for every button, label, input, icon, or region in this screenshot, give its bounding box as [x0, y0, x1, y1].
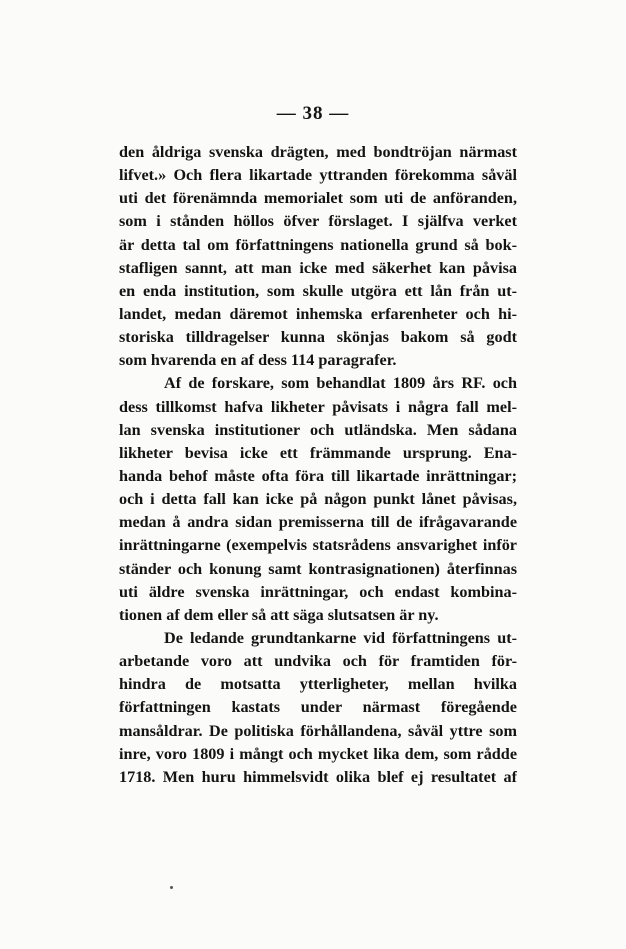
text-line: är detta tal om författningens nationella grund så bok- — [119, 235, 517, 254]
text-line: handa behof måste ofta föra till likartade inrättningar; — [119, 466, 517, 485]
text-line: Af de forskare, som behandlat 1809 års RF. och — [164, 374, 517, 393]
text-line: ständer och konung samt kontrasignationen) återfinnas — [119, 559, 517, 578]
text-line: som i stånden höllos öfver förslaget. I själfva verket — [119, 212, 517, 231]
text-line: inrättningarne (exempelvis statsrådens ansvarighet inför — [119, 536, 517, 555]
text-line: en enda institution, som skulle utgöra ett lån från ut- — [119, 281, 517, 300]
body-text — [119, 141, 517, 789]
text-line: inre, voro 1809 i mångt och mycket lika dem, som rådde — [119, 744, 517, 763]
text-line: uti äldre svenska inrättningar, och endast kombina- — [119, 582, 517, 601]
text-line: hindra de motsatta ytterligheter, mellan hvilka — [119, 675, 517, 694]
text-line: 1718. Men huru himmelsvidt olika blef ej resultatet af — [119, 767, 517, 786]
text-line: lan svenska institutioner och utländska. Men sådana — [119, 420, 517, 439]
text-line: landet, medan däremot inhemska erfarenheter och hi- — [119, 304, 517, 323]
text-line: författningen kastats under närmast föregående — [119, 698, 517, 717]
text-line: tionen af dem eller så att säga slutsatsen är ny. — [119, 605, 439, 624]
page-number: — 38 — — [276, 103, 350, 124]
text-line: den åldriga svenska drägten, med bondtröjan närmast — [119, 143, 517, 161]
text-line: dess tillkomst hafva likheter påvisats i några fall mel- — [119, 397, 517, 416]
text-line: likheter bevisa icke ett främmande ursprung. Ena- — [119, 443, 517, 462]
text-line: mansåldrar. De politiska förhållandena, såväl yttre som — [119, 721, 517, 740]
text-line: uti det förenämnda memorialet som uti de anföranden, — [119, 189, 517, 208]
text-line: De ledande grundtankarne vid författningens ut- — [164, 628, 517, 647]
print-speck — [170, 886, 173, 889]
text-line: storiska tilldragelser kunna skönjas bakom så godt — [119, 328, 517, 347]
text-line: arbetande voro att undvika och för framtiden för- — [119, 652, 517, 671]
text-line: och i detta fall kan icke på någon punkt lånet påvisas, — [119, 490, 517, 509]
text-line: medan å andra sidan premisserna till de ifrågavarande — [119, 513, 517, 532]
text-line: lifvet.» Och flera likartade yttranden förekomma såväl — [119, 166, 517, 185]
text-line: stafligen sannt, att man icke med säkerhet kan påvisa — [119, 258, 517, 277]
text-line: som hvarenda en af dess 114 paragrafer. — [119, 351, 397, 370]
